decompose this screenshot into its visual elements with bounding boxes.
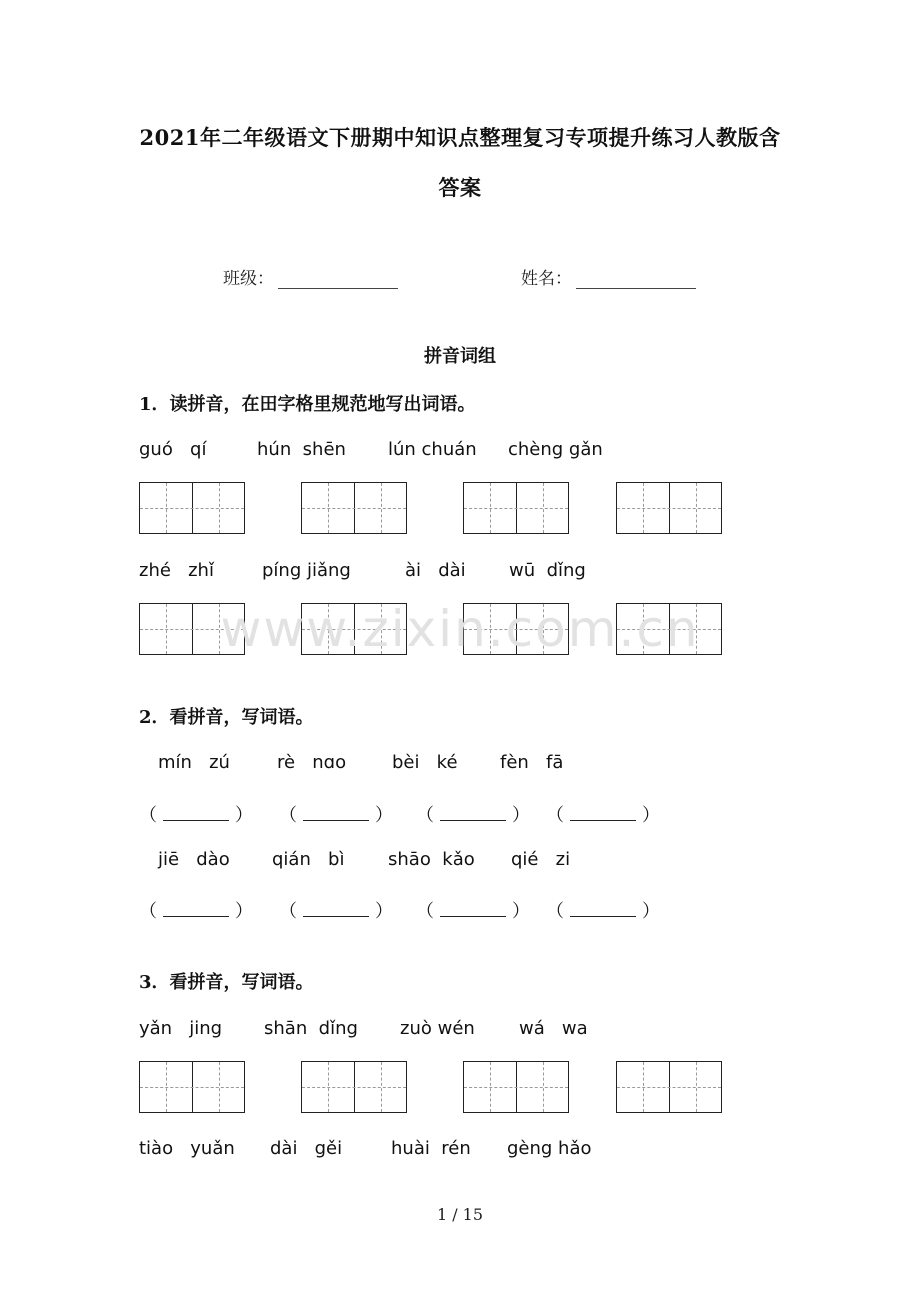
pinyin-item: shāo kǎo <box>388 849 475 870</box>
answer-blank[interactable] <box>279 897 393 923</box>
paren-close: ） <box>375 805 393 826</box>
paren-open: （ <box>416 901 434 922</box>
paren-close: ） <box>375 901 393 922</box>
paren-close: ） <box>512 805 530 826</box>
paren-close: ） <box>642 805 660 826</box>
paren-open: （ <box>279 805 297 826</box>
pinyin-item: jiē dào <box>158 849 230 870</box>
pinyin-item: bèi ké <box>392 752 458 773</box>
answer-blank[interactable] <box>546 801 660 827</box>
page-number: 1 / 15 <box>436 1205 484 1224</box>
answer-blank[interactable] <box>139 897 253 923</box>
pinyin-item: lún chuán <box>388 439 477 460</box>
answer-blank[interactable] <box>279 801 393 827</box>
page-title: 2021年二年级语文下册期中知识点整理复习专项提升练习人教版含 <box>139 125 781 150</box>
q2-heading: 2．看拼音，写词语。 <box>139 707 314 728</box>
pinyin-item: hún shēn <box>257 439 346 460</box>
tianzi-grid[interactable] <box>463 482 569 534</box>
page-title-line2: 答案 <box>438 175 482 200</box>
paren-close: ） <box>512 901 530 922</box>
section-title: 拼音词组 <box>424 346 496 367</box>
paren-close: ） <box>642 901 660 922</box>
name-blank[interactable] <box>576 272 696 289</box>
paren-close: ） <box>235 901 253 922</box>
paren-open: （ <box>546 901 564 922</box>
paren-open: （ <box>139 901 157 922</box>
pinyin-item: huài rén <box>391 1138 471 1159</box>
pinyin-item: zuò wén <box>400 1018 475 1039</box>
pinyin-item: tiào yuǎn <box>139 1138 235 1159</box>
pinyin-item: zhé zhǐ <box>139 560 214 581</box>
tianzi-grid[interactable] <box>301 482 407 534</box>
pinyin-item: qié zi <box>511 849 571 870</box>
pinyin-item: qián bì <box>272 849 345 870</box>
tianzi-grid[interactable] <box>301 1061 407 1113</box>
pinyin-item: yǎn jing <box>139 1018 223 1039</box>
q3-heading: 3．看拼音，写词语。 <box>139 972 314 993</box>
paren-open: （ <box>279 901 297 922</box>
paren-open: （ <box>139 805 157 826</box>
tianzi-grid[interactable] <box>463 1061 569 1113</box>
pinyin-item: fèn fā <box>500 752 564 773</box>
tianzi-grid[interactable] <box>139 1061 245 1113</box>
pinyin-item: wū dǐng <box>509 560 586 581</box>
tianzi-grid[interactable] <box>616 482 722 534</box>
class-label: 班级： <box>223 269 274 289</box>
pinyin-item: chèng gǎn <box>508 439 603 460</box>
class-field <box>223 264 398 289</box>
paren-open: （ <box>416 805 434 826</box>
pinyin-item: píng jiǎng <box>262 560 351 581</box>
tianzi-grid[interactable] <box>616 1061 722 1113</box>
paren-close: ） <box>235 805 253 826</box>
answer-blank[interactable] <box>416 897 530 923</box>
name-field <box>521 264 696 289</box>
pinyin-item: ài dài <box>405 560 466 581</box>
answer-blank[interactable] <box>139 801 253 827</box>
pinyin-item: wá wa <box>519 1018 588 1039</box>
pinyin-item: mín zú <box>158 752 230 773</box>
paren-open: （ <box>546 805 564 826</box>
pinyin-item: guó qí <box>139 439 207 460</box>
pinyin-item: shān dǐng <box>264 1018 358 1039</box>
class-blank[interactable] <box>278 272 398 289</box>
q1-heading: 1．读拼音，在田字格里规范地写出词语。 <box>139 394 476 415</box>
answer-blank[interactable] <box>416 801 530 827</box>
pinyin-item: gèng hǎo <box>507 1138 592 1159</box>
watermark: www.zixin.com.cn <box>220 600 700 658</box>
answer-blank[interactable] <box>546 897 660 923</box>
tianzi-grid[interactable] <box>139 482 245 534</box>
name-label: 姓名： <box>521 269 572 289</box>
pinyin-item: rè nɑo <box>277 752 347 773</box>
pinyin-item: dài gěi <box>270 1138 343 1159</box>
